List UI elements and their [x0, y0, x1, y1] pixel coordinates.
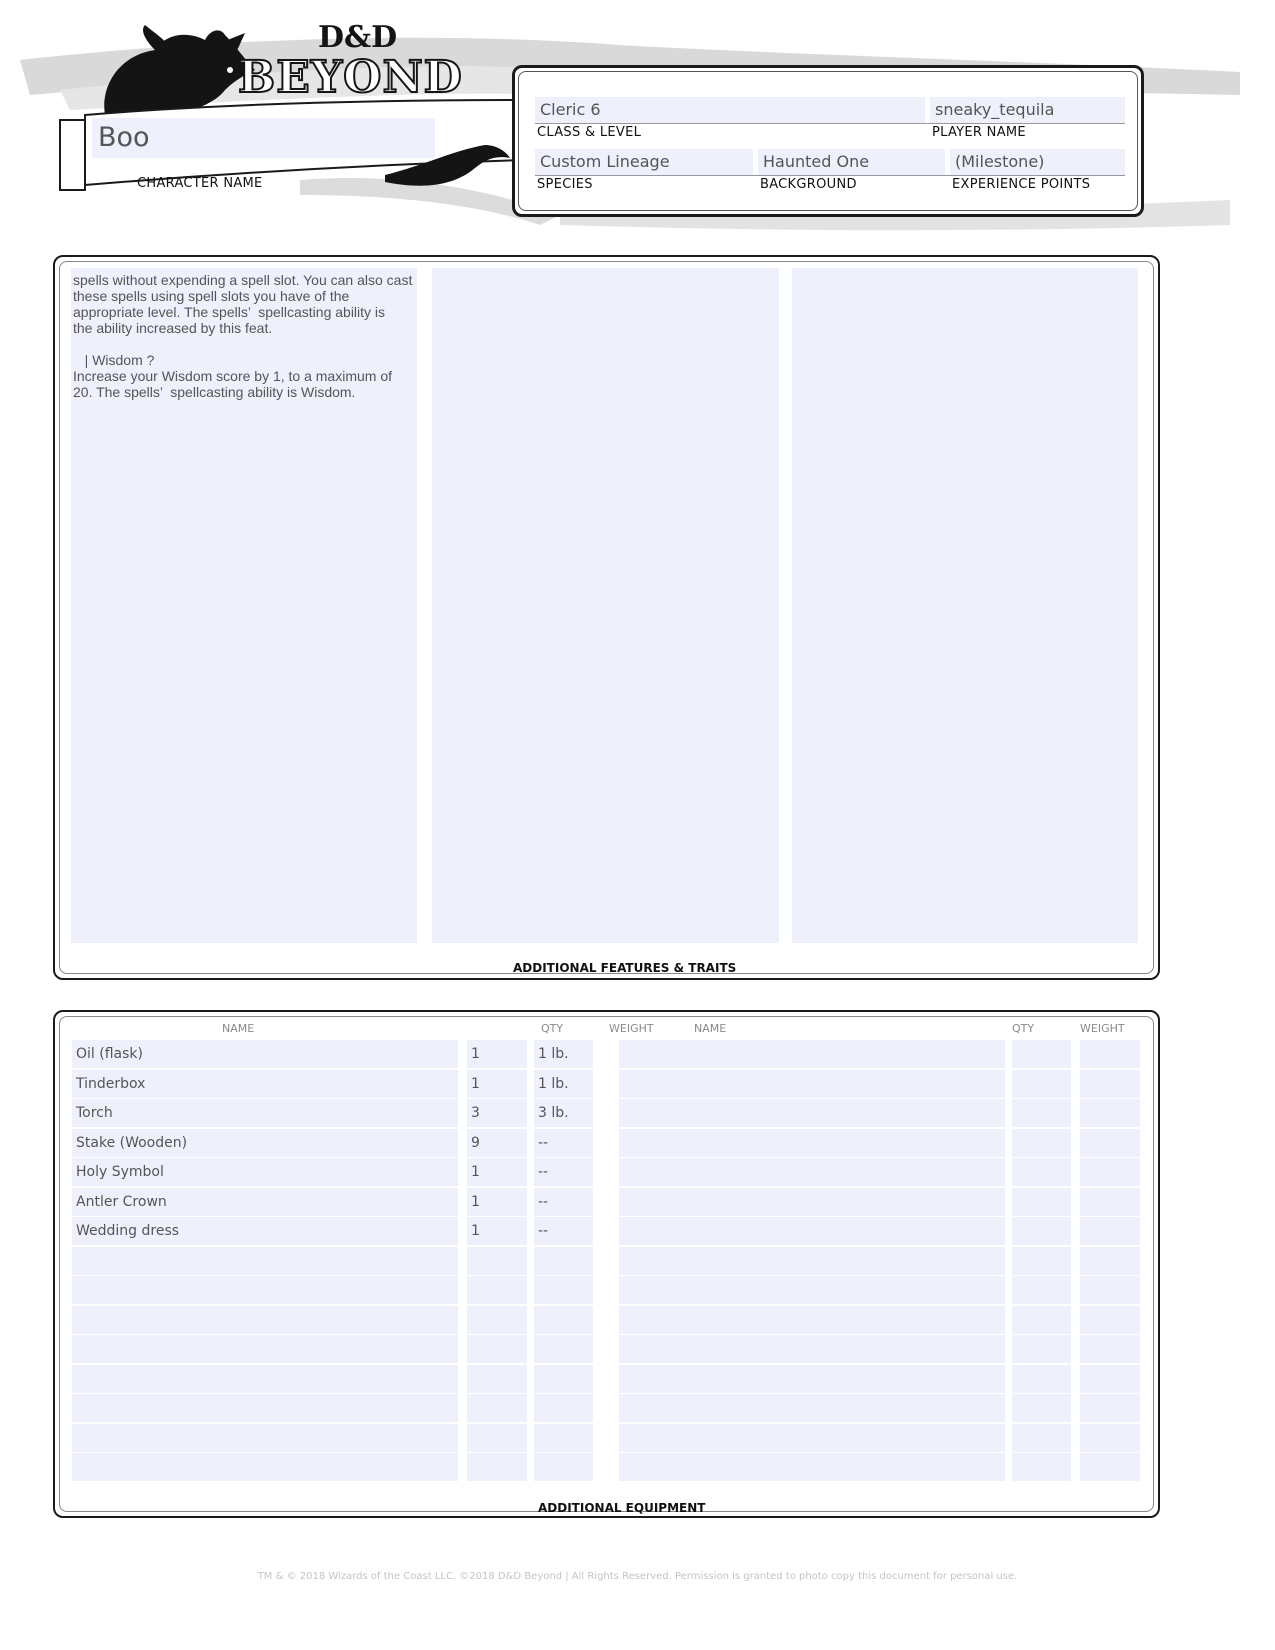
equip-left-name-cell[interactable]: [72, 1247, 458, 1275]
equip-left-name-cell[interactable]: Torch: [72, 1099, 458, 1127]
equip-left-qty-cell[interactable]: [467, 1365, 527, 1393]
player-name-field[interactable]: sneaky_tequila: [930, 97, 1125, 123]
equip-right-weight-cell[interactable]: [1080, 1453, 1140, 1481]
copyright-footer: TM & © 2018 Wizards of the Coast LLC. ©2018 D&D Beyond | All Rights Reserved. Permission is granted to photo copy this document for personal use.: [257, 1571, 1018, 1582]
equip-right-qty-cell[interactable]: [1012, 1158, 1071, 1186]
equip-left-weight-cell[interactable]: [534, 1306, 593, 1334]
equip-right-name-cell[interactable]: [619, 1306, 1005, 1334]
equip-right-name-cell[interactable]: [619, 1040, 1005, 1068]
class-level-label: CLASS & LEVEL: [537, 125, 642, 140]
equip-right-qty-cell[interactable]: [1012, 1129, 1071, 1157]
equip-right-weight-cell[interactable]: [1080, 1099, 1140, 1127]
background-label: BACKGROUND: [760, 177, 857, 192]
equip-right-weight-cell[interactable]: [1080, 1394, 1140, 1422]
equip-left-qty-cell[interactable]: [467, 1424, 527, 1452]
equip-right-qty-cell[interactable]: [1012, 1276, 1071, 1304]
equip-right-name-header: NAME: [694, 1022, 727, 1035]
equip-right-qty-header: QTY: [1012, 1022, 1035, 1035]
equip-right-qty-cell[interactable]: [1012, 1335, 1071, 1363]
character-name-field[interactable]: [92, 118, 435, 158]
equip-right-name-cell[interactable]: [619, 1188, 1005, 1216]
equip-left-name-cell[interactable]: Oil (flask): [72, 1040, 458, 1068]
equip-left-weight-cell[interactable]: 3 lb.: [534, 1099, 593, 1127]
equip-left-qty-cell[interactable]: [467, 1306, 527, 1334]
character-name-value: Boo: [98, 122, 150, 153]
equip-right-weight-cell[interactable]: [1080, 1188, 1140, 1216]
equip-left-name-cell[interactable]: Antler Crown: [72, 1188, 458, 1216]
equipment-title: ADDITIONAL EQUIPMENT: [538, 1501, 706, 1515]
equip-right-name-cell[interactable]: [619, 1394, 1005, 1422]
equip-left-weight-cell[interactable]: [534, 1453, 593, 1481]
class-level-field[interactable]: Cleric 6: [535, 97, 925, 123]
equip-left-weight-cell[interactable]: [534, 1247, 593, 1275]
player-name-label: PLAYER NAME: [932, 125, 1026, 140]
equip-left-weight-cell[interactable]: [534, 1424, 593, 1452]
features-title: ADDITIONAL FEATURES & TRAITS: [513, 961, 737, 975]
equip-left-qty-cell[interactable]: [467, 1335, 527, 1363]
equip-right-qty-cell[interactable]: [1012, 1365, 1071, 1393]
equip-right-weight-cell[interactable]: [1080, 1129, 1140, 1157]
equip-left-qty-cell[interactable]: 1: [467, 1070, 527, 1098]
features-column-3[interactable]: [792, 268, 1138, 943]
equip-left-weight-header: WEIGHT: [609, 1022, 654, 1035]
equip-left-name-cell[interactable]: Stake (Wooden): [72, 1129, 458, 1157]
equip-right-name-cell[interactable]: [619, 1247, 1005, 1275]
equip-right-name-cell[interactable]: [619, 1424, 1005, 1452]
species-label: SPECIES: [537, 177, 593, 192]
equip-left-weight-cell[interactable]: [534, 1365, 593, 1393]
equip-right-weight-cell[interactable]: [1080, 1365, 1140, 1393]
equip-right-weight-cell[interactable]: [1080, 1217, 1140, 1245]
equip-right-weight-cell[interactable]: [1080, 1424, 1140, 1452]
equip-left-qty-cell[interactable]: 1: [467, 1217, 527, 1245]
equip-left-name-cell[interactable]: Tinderbox: [72, 1070, 458, 1098]
equip-right-weight-cell[interactable]: [1080, 1335, 1140, 1363]
equip-left-qty-cell[interactable]: [467, 1247, 527, 1275]
equip-left-name-cell[interactable]: [72, 1335, 458, 1363]
equip-left-qty-cell[interactable]: [467, 1453, 527, 1481]
equip-right-qty-cell[interactable]: [1012, 1247, 1071, 1275]
equip-right-qty-cell[interactable]: [1012, 1217, 1071, 1245]
equip-right-qty-cell[interactable]: [1012, 1099, 1071, 1127]
equip-right-name-cell[interactable]: [619, 1129, 1005, 1157]
equip-left-name-cell[interactable]: [72, 1394, 458, 1422]
equip-right-weight-cell[interactable]: [1080, 1070, 1140, 1098]
character-name-label: CHARACTER NAME: [137, 176, 263, 191]
equip-right-name-cell[interactable]: [619, 1453, 1005, 1481]
equip-left-qty-header: QTY: [541, 1022, 564, 1035]
equip-left-qty-cell[interactable]: [467, 1276, 527, 1304]
equip-left-name-cell[interactable]: [72, 1453, 458, 1481]
equip-left-name-cell[interactable]: Holy Symbol: [72, 1158, 458, 1186]
equip-right-name-cell[interactable]: [619, 1365, 1005, 1393]
equip-left-name-cell[interactable]: Wedding dress: [72, 1217, 458, 1245]
background-field[interactable]: Haunted One: [758, 149, 945, 175]
equip-right-weight-cell[interactable]: [1080, 1247, 1140, 1275]
equip-left-name-cell[interactable]: [72, 1365, 458, 1393]
equip-right-weight-cell[interactable]: [1080, 1040, 1140, 1068]
equip-right-name-cell[interactable]: [619, 1099, 1005, 1127]
features-column-1-text: spells without expending a spell slot. You can also cast these spells using spell slots you have of the appropriate level. The spells’ spellcasting ability is the ability increased by this feat. | Wisdom ? Increase your Wisdom score by 1, to a maximum of 20. The spells’ spellcasting ability is Wisdom.: [73, 272, 413, 400]
equip-left-weight-cell[interactable]: --: [534, 1129, 593, 1157]
equip-left-name-header: NAME: [222, 1022, 255, 1035]
equip-left-qty-cell[interactable]: 3: [467, 1099, 527, 1127]
equip-left-weight-cell[interactable]: [534, 1276, 593, 1304]
equip-left-weight-cell[interactable]: 1 lb.: [534, 1070, 593, 1098]
equip-right-name-cell[interactable]: [619, 1217, 1005, 1245]
equip-right-name-cell[interactable]: [619, 1335, 1005, 1363]
equip-left-name-cell[interactable]: [72, 1424, 458, 1452]
equip-right-qty-cell[interactable]: [1012, 1040, 1071, 1068]
equip-right-name-cell[interactable]: [619, 1276, 1005, 1304]
features-column-2[interactable]: [432, 268, 779, 943]
equip-left-weight-cell[interactable]: --: [534, 1188, 593, 1216]
equip-right-qty-cell[interactable]: [1012, 1188, 1071, 1216]
equip-right-qty-cell[interactable]: [1012, 1394, 1071, 1422]
brand-dnd: D&D: [318, 20, 398, 55]
equip-right-name-cell[interactable]: [619, 1070, 1005, 1098]
equip-left-qty-cell[interactable]: 1: [467, 1188, 527, 1216]
equip-right-weight-cell[interactable]: [1080, 1158, 1140, 1186]
equip-left-name-cell[interactable]: [72, 1276, 458, 1304]
equip-left-weight-cell[interactable]: --: [534, 1217, 593, 1245]
equip-left-weight-cell[interactable]: 1 lb.: [534, 1040, 593, 1068]
equip-left-name-cell[interactable]: [72, 1306, 458, 1334]
equip-right-qty-cell[interactable]: [1012, 1306, 1071, 1334]
equip-left-qty-cell[interactable]: [467, 1394, 527, 1422]
experience-field[interactable]: (Milestone): [950, 149, 1125, 175]
features-column-1[interactable]: [71, 268, 417, 943]
equip-left-qty-cell[interactable]: 9: [467, 1129, 527, 1157]
equip-right-weight-header: WEIGHT: [1080, 1022, 1125, 1035]
equip-right-qty-cell[interactable]: [1012, 1453, 1071, 1481]
brand-beyond: BEYOND: [238, 52, 463, 103]
equip-right-qty-cell[interactable]: [1012, 1070, 1071, 1098]
equip-left-qty-cell[interactable]: 1: [467, 1158, 527, 1186]
equip-left-weight-cell[interactable]: [534, 1394, 593, 1422]
equip-right-weight-cell[interactable]: [1080, 1276, 1140, 1304]
equip-left-weight-cell[interactable]: [534, 1335, 593, 1363]
equip-right-weight-cell[interactable]: [1080, 1306, 1140, 1334]
species-field[interactable]: Custom Lineage: [535, 149, 753, 175]
equip-left-qty-cell[interactable]: 1: [467, 1040, 527, 1068]
equip-left-weight-cell[interactable]: --: [534, 1158, 593, 1186]
equip-right-qty-cell[interactable]: [1012, 1424, 1071, 1452]
experience-label: EXPERIENCE POINTS: [952, 177, 1091, 192]
equip-right-name-cell[interactable]: [619, 1158, 1005, 1186]
